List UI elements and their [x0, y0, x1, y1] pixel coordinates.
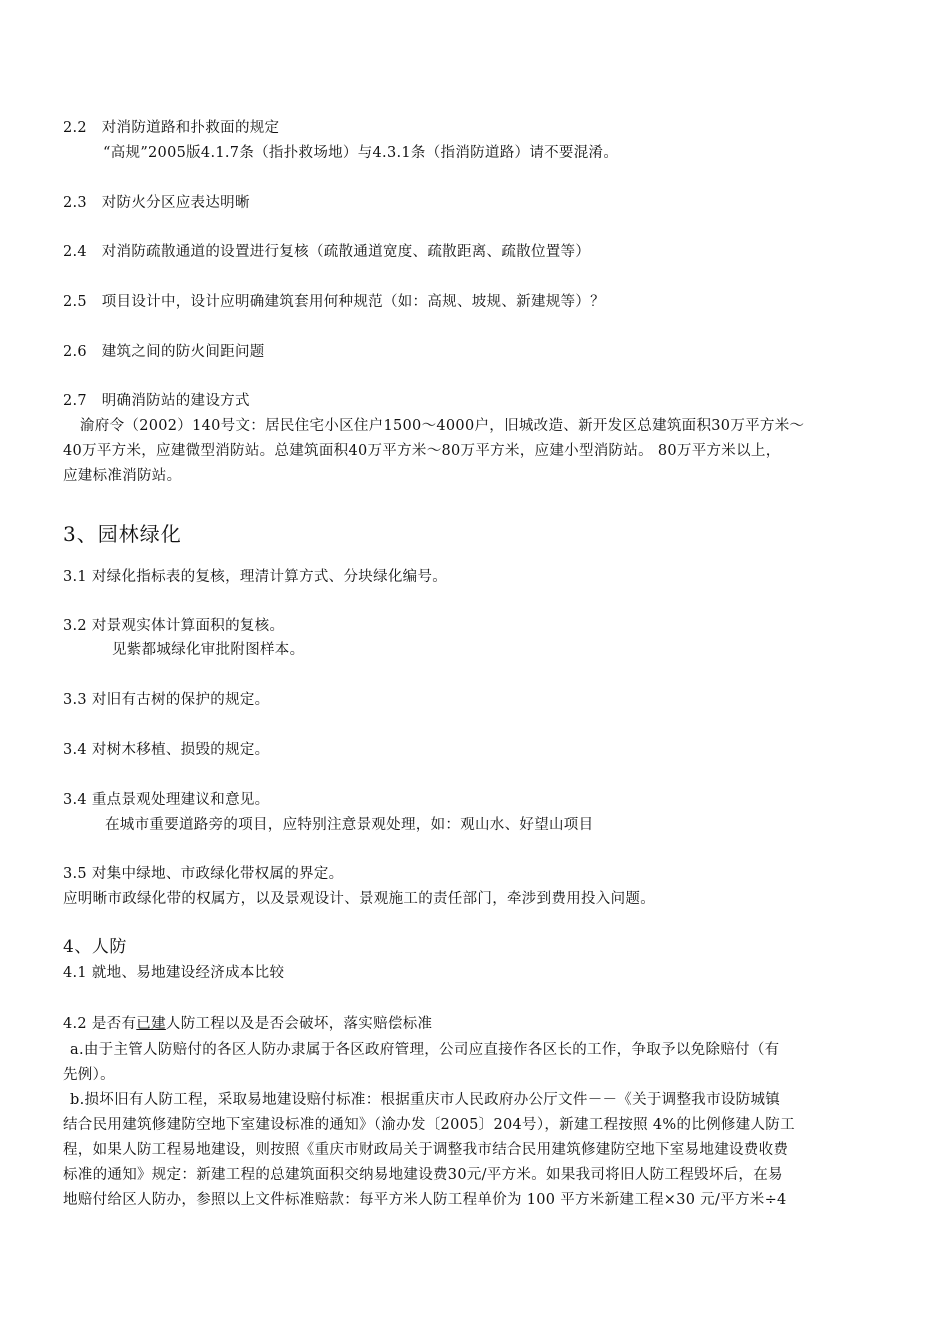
item-b-line2: 结合民用建筑修建防空地下室建设标准的通知》（渝办发〔2005〕204号），新建工程按照 4%的比例修建人防工	[63, 1117, 795, 1133]
section-3-5-heading: 3.5 对集中绿地、市政绿化带权属的界定。	[63, 866, 344, 882]
section-4-2-heading-end: 人防工程以及是否会破坏，落实赔偿标准	[165, 1016, 433, 1032]
section-3-1-heading: 3.1 对绿化指标表的复核，理清计算方式、分块绿化编号。	[63, 569, 448, 585]
section-3-4b-text: 在城市重要道路旁的项目，应特别注意景观处理，如：观山水、好望山项目	[105, 817, 594, 833]
item-b-line5: 地赔付给区人防办，参照以上文件标准赔款：每平方米人防工程单价为 100 平方米新建工程×30 元/平方米÷4	[63, 1192, 787, 1208]
section-3-2-text: 见紫都城绿化审批附图样本。	[112, 642, 305, 658]
section-4-1-heading: 4.1 就地、易地建设经济成本比较	[63, 965, 285, 981]
section-2-2-text: “高规”2005版4.1.7条（指扑救场地）与4.3.1条（指消防道路）请不要混淆。	[103, 145, 619, 161]
section-3-3-heading: 3.3 对旧有古树的保护的规定。	[63, 692, 270, 708]
chapter-3-heading: 3、园林绿化	[63, 522, 182, 546]
item-b-line3: 程，如果人防工程易地建设，则按照《重庆市财政局关于调整我市结合民用建筑修建防空地下室易地建设费收费	[63, 1142, 789, 1158]
section-4-2-underlined-word: 已建	[136, 1016, 166, 1032]
section-2-2-heading: 2.2 对消防道路和扑救面的规定	[63, 120, 280, 136]
item-b-line4: 标准的通知》规定：新建工程的总建筑面积交纳易地建设费30元/平方米。如果我司将旧人防工程毁坏后，在易	[63, 1167, 783, 1183]
chapter-4-heading: 4、人防	[63, 937, 127, 957]
section-4-2-heading-start: 4.2 是否有	[63, 1016, 137, 1032]
section-3-2-heading: 3.2 对景观实体计算面积的复核。	[63, 618, 285, 634]
section-4-2-heading	[63, 1014, 432, 1034]
item-a-line2: 先例）。	[63, 1067, 115, 1083]
section-2-4-heading: 2.4 对消防疏散通道的设置进行复核（疏散通道宽度、疏散距离、疏散位置等）	[63, 244, 591, 260]
section-2-3-heading: 2.3 对防火分区应表达明晰	[63, 195, 250, 211]
section-2-5-heading: 2.5 项目设计中，设计应明确建筑套用何种规范（如：高规、坡规、新建规等）？	[63, 294, 605, 310]
section-3-5-text: 应明晰市政绿化带的权属方，以及景观设计、景观施工的责任部门，牵涉到费用投入问题。	[63, 891, 655, 907]
section-2-7-text-line2: 40万平方米，应建微型消防站。总建筑面积40万平方米～80万平方米，应建小型消防站。 80万平方米以上，	[63, 443, 781, 459]
section-2-7-text-line3: 应建标准消防站。	[63, 468, 182, 484]
section-2-7-text-line1: 渝府令（2002）140号文：居民住宅小区住户1500～4000户，旧城改造、新开发区总建筑面积30万平方米～	[80, 418, 805, 434]
section-2-6-heading: 2.6 建筑之间的防火间距问题	[63, 344, 265, 360]
item-b-line1: b.损坏旧有人防工程，采取易地建设赔付标准：根据重庆市人民政府办公厅文件－－《关于调整我市设防城镇	[70, 1092, 781, 1108]
item-a-line1: a.由于主管人防赔付的各区人防办隶属于各区政府管理，公司应直接作各区长的工作，争取予以免除赔付（有	[70, 1042, 780, 1058]
section-3-4-heading: 3.4 对树木移植、损毁的规定。	[63, 742, 270, 758]
section-3-4b-heading: 3.4 重点景观处理建议和意见。	[63, 792, 270, 808]
section-2-7-heading: 2.7 明确消防站的建设方式	[63, 393, 250, 409]
